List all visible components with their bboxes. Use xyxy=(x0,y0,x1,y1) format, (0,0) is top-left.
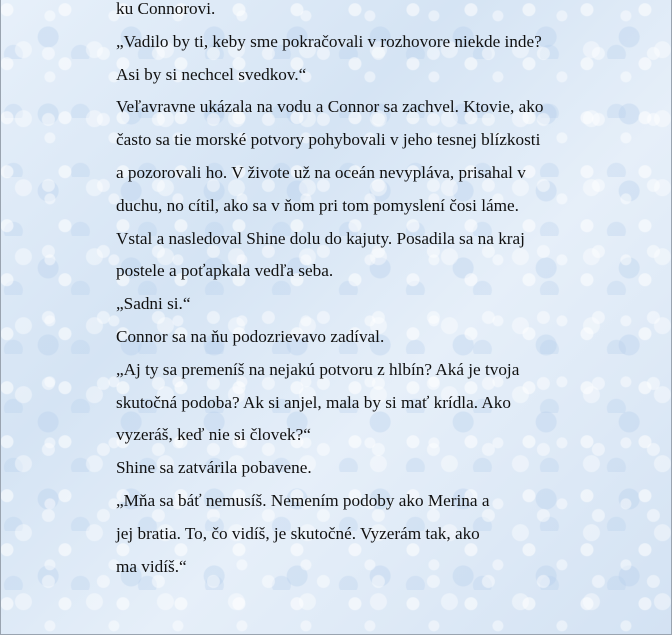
text-line: ma vidíš.“ xyxy=(116,556,187,576)
text-line: duchu, no cítil, ako sa v ňom pri tom pomyslení čosi láme. xyxy=(116,195,519,215)
text-line: ku Connorovi. xyxy=(116,0,216,18)
text-line: Asi by si nechcel svedkov.“ xyxy=(116,64,307,84)
text-line: „Sadni si.“ xyxy=(116,294,191,314)
text-line: Shine sa zatvárila pobavene. xyxy=(116,458,312,478)
text-line: Connor sa na ňu podozrievavo zadíval. xyxy=(116,326,385,346)
text-line: a pozorovali ho. V živote už na oceán nevypláva, prisahal v xyxy=(116,162,526,182)
text-line: jej bratia. To, čo vidíš, je skutočné. Vyzerám tak, ako xyxy=(116,523,480,543)
text-line: „Vadilo by ti, keby sme pokračovali v rozhovore niekde inde? xyxy=(116,31,542,51)
text-line: postele a poťapkala vedľa seba. xyxy=(116,261,334,281)
text-line: skutočná podoba? Ak si anjel, mala by si mať krídla. Ako xyxy=(116,392,511,412)
text-line: Vstal a nasledoval Shine dolu do kajuty. Posadila sa na kraj xyxy=(116,228,525,248)
text-line: „Aj ty sa premeníš na nejakú potvoru z hlbín? Aká je tvoja xyxy=(116,359,520,379)
page-border-left xyxy=(0,0,1,635)
story-text xyxy=(116,0,646,583)
text-line: Veľavravne ukázala na vodu a Connor sa zachvel. Ktovie, ako xyxy=(116,97,544,117)
text-line: často sa tie morské potvory pohybovali v jeho tesnej blízkosti xyxy=(116,130,541,150)
text-line: „Mňa sa báť nemusíš. Nemením podoby ako Merina a xyxy=(116,490,490,510)
text-line: vyzeráš, keď nie si človek?“ xyxy=(116,425,311,445)
